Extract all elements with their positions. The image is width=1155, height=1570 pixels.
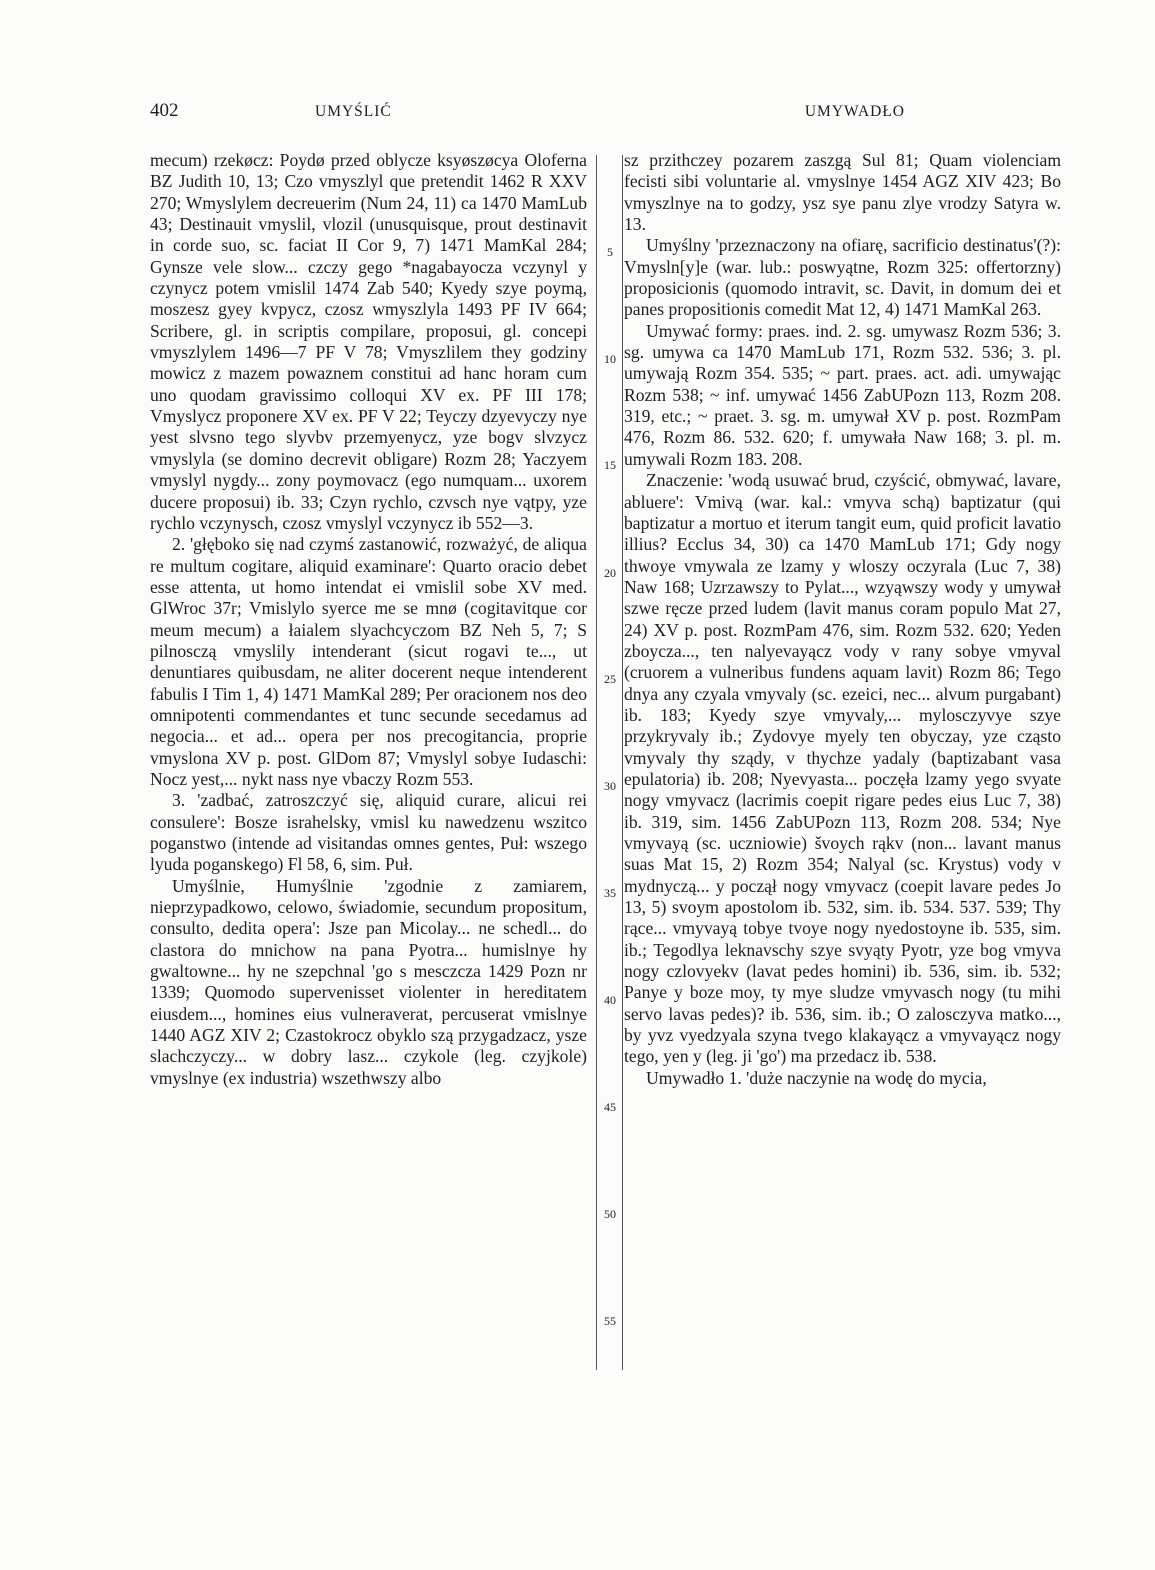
running-header <box>150 100 905 124</box>
line-number: 35 <box>604 886 616 900</box>
line-number: 20 <box>604 566 616 580</box>
line-number: 5 <box>607 245 613 259</box>
entry-paragraph: mecum) rzekøcz: Poydø przed oblycze ksyøszøcya Oloferna BZ Judith 10, 13; Czo vmyszlyl que pretendit 1462 R XXV 270; Wmyslylem decreuerim (Num 24, 11) ca 1470 MamLub 43; Destinauit vmyslil, vlozil (unusquisque, prout destinavit in corde suo, sc. faciat II Cor 9, 7) 1471 MamKal 284; Gynsze vele slow... czczy gego *nagabayocza vczynyl y czynycz potem vmislil 1474 Zab 540; Kyedy szye poymą, moszesz gyey kvpycz, czosz wmyszlyla 1493 PF IV 664; Scribere, gl. in scriptis compilare, proposui, gl. concepi vmyszlylem 1496—7 PF V 78; Vmyszlilem they godziny mowicz z mazem powaznem constitui ad hanc horam cum uno quodam gravissimo colloqui XV ex. PF III 178; Vmyslycz proponere XV ex. PF V 22; Teyczy dzyevyczy nye yest slvsno tego slyvbv przemyenycz, yze bogv slvzycz vmyslyla (se domino decrevit obligare) Rozm 28; Yaczyem vmyslyl nygdy... zony poymovacz (ego numquam... uxorem ducere proposui) ib. 33; Czyn rychlo, czvsch nye vątpy, yze rychlo vczynysch, czosz vmyslyl vczynycz ib 552—3. <box>150 150 587 533</box>
entry-paragraph: Umyślny 'przeznaczony na ofiarę, sacrificio destinatus'(?): Vmysln[y]e (war. lub.: poswyątne, Rozm 325: offertorzny) proposicionis (quomodo intravit, sc. Davit, in domum dei et panes propositionis comedit Mat 12, 4) 1471 MamKal 263. <box>624 235 1061 320</box>
line-number: 10 <box>604 352 616 366</box>
right-column <box>624 150 1061 1089</box>
line-number: 25 <box>604 672 616 686</box>
line-number: 55 <box>604 1314 616 1328</box>
entry-paragraph: Znaczenie: 'wodą usuwać brud, czyścić, obmywać, lavare, abluere': Vmivą (war. kal.: vmyva schą) baptizatur (qui baptizatur a mortuo et iterum tangit eum, quid proficit lavatio illius? Ecclus 34, 30) ca 1470 MamLub 171; Gdy nogy thwoye vmywala ze lzamy y wloszy oczyrala (Luc 7, 38) Naw 168; Uzrzawszy to Pylat..., wzyąwszy wody y umywał szwe ręcze przed ludem (lavit manus coram populo Mat 27, 24) XV p. post. RozmPam 476, sim. Rozm 532. 620; Yeden zboycza..., ten nalyevayącz vody v rany sobye vmyval (cruorem a vulneribus fundens aquam lavit) Rozm 86; Tego dnya any czyala vmyvaly (sc. ezeici, nec... alvum purgabant) ib. 183; Kyedy szye vmyvaly,... mylosczyvye szye przykryvaly ib.; Zydovye myely ten obyczay, yze cząsto vmyvaly thy sządy, v thychze yadaly (baptizabant vasa epulatoria) ib. 208; Nyevyasta... poczęła lzamy yego svyate nogy vmyvacz (lacrimis coepit rigare pedes eius Luc 7, 38) ib. 319, sim. 1456 ZabUPozn 113, Rozm 208. 534; Nye vmyvayą (sc. uczniowie) švoych rąkv (non... lavant manus suas Mat 15, 2) Rozm 354; Nalyal (sc. Krystus) vody v mydnyczą... y począł nogy vmyvacz (coepit lavare pedes Jo 13, 5) svoym apostolom ib. 532, sim. ib. 534. 537. 539; Thy rące... vmyvayą tobye tvoye nogy nyedostoyne ib. 535, sim. ib.; Tegodlya leknavschy szye svyąty Pyotr, yze bog vmyva nogy czlovyekv (lavat pedes homini) ib. 536, sim. ib. 532; Panye y boze moy, ty mye sludze vmyvasch nogy (tu mihi servo lavas pedes)? ib. 536, sim. ib.; O zalosczyva matko..., by yvz vyedzyala szyna tvego klakayącz a vmyvayącz nogy tego, yen y (leg. ji 'go') ma przedacz ib. 538. <box>624 470 1061 1067</box>
running-head-right: UMYWADŁO <box>804 103 905 120</box>
entry-paragraph: 2. 'głęboko się nad czymś zastanowić, rozważyć, de aliqua re multum cogitare, aliquid examinare': Quarto oracio debet esse attenta, ut homo intendat ei vmislil sobe XV med. GlWroc 37r; Vmislylo syerce me se mnø (cogitavitque cor meum mecum) a łaialem slyachcyczom BZ Neh 5, 7; S pilnosczą vmyslily intenderant (sicut rogavi te..., ut denuntiares quibusdam, ne aliter docerent neque intenderent fabulis I Tim 1, 4) 1471 MamKal 289; Per oracionem nos deo omnipotenti commendantes et tunc secunde secedamus ad negocia... et ad... opera per nos precogitancia, proprie vmyslona XV p. post. GlDom 87; Vmyslyl sobye Iudaschi: Nocz yest,... nykt nass nye vbaczy Rozm 553. <box>150 534 587 789</box>
line-number: 15 <box>604 458 616 472</box>
entry-paragraph: Umywać formy: praes. ind. 2. sg. umywasz Rozm 536; 3. sg. umywa ca 1470 MamLub 171, Rozm 532. 536; 3. pl. umywają Rozm 354. 535; ~ part. praes. act. adi. umywając Rozm 538; ~ inf. umywać 1456 ZabUPozn 113, Rozm 208. 319, etc.; ~ praet. 3. sg. m. umywał XV p. post. RozmPam 476, Rozm 86. 532. 620; f. umywała Naw 168; 3. pl. m. umywali Rozm 183. 208. <box>624 320 1061 469</box>
column-rule-right <box>622 155 623 1370</box>
line-number: 45 <box>604 1100 616 1114</box>
entry-paragraph: Umywadło 1. 'duże naczynie na wodę do mycia, <box>646 1067 987 1088</box>
entry-paragraph: sz przithczey pozarem zaszgą Sul 81; Quam violenciam fecisti sibi voluntarie al. vmyslnye 1454 AGZ XIV 423; Bo vmyszlnye na to godzy, ysz sye panu zlye vrodzy Satyra w. 13. <box>624 150 1061 235</box>
left-column <box>150 150 587 1089</box>
column-rule-left <box>596 155 597 1370</box>
line-number: 40 <box>604 993 616 1007</box>
page-number: 402 <box>150 100 179 121</box>
running-head-left: UMYŚLIĆ <box>315 103 392 120</box>
entry-paragraph: 3. 'zadbać, zatroszczyć się, aliquid curare, alicui rei consulere': Bosze israhelsky, vmisl ku nawedzenu wszitco poganstwo (intende ad visitandas omnes gentes, Puł: wszego lyuda poganskego) Fl 58, 6, sim. Puł. <box>150 790 587 875</box>
line-number: 30 <box>604 779 616 793</box>
line-number: 50 <box>604 1207 616 1221</box>
entry-paragraph: Umyślnie, Humyślnie 'zgodnie z zamiarem, nieprzypadkowo, celowo, świadomie, secundum propositum, consulto, dedita opera': Jsze pan Micolay... ne schedl... do clastora do mnichow na pana Pyotra... humislnye hy gwaltowne... hy ne szepchnal 'go s mesczcza 1429 Pozn nr 1339; Quomodo supervenisset violenter in hereditatem eiusdem..., homines eius vulneraverat, percuserat vmislnye 1440 AGZ XIV 2; Czastokrocz obyklo szą przygadzacz, ysze slachczyczy... w dobry lasz... czykole (leg. czyjkole) vmyslnye (ex industria) wszethwszy albo <box>150 875 587 1088</box>
